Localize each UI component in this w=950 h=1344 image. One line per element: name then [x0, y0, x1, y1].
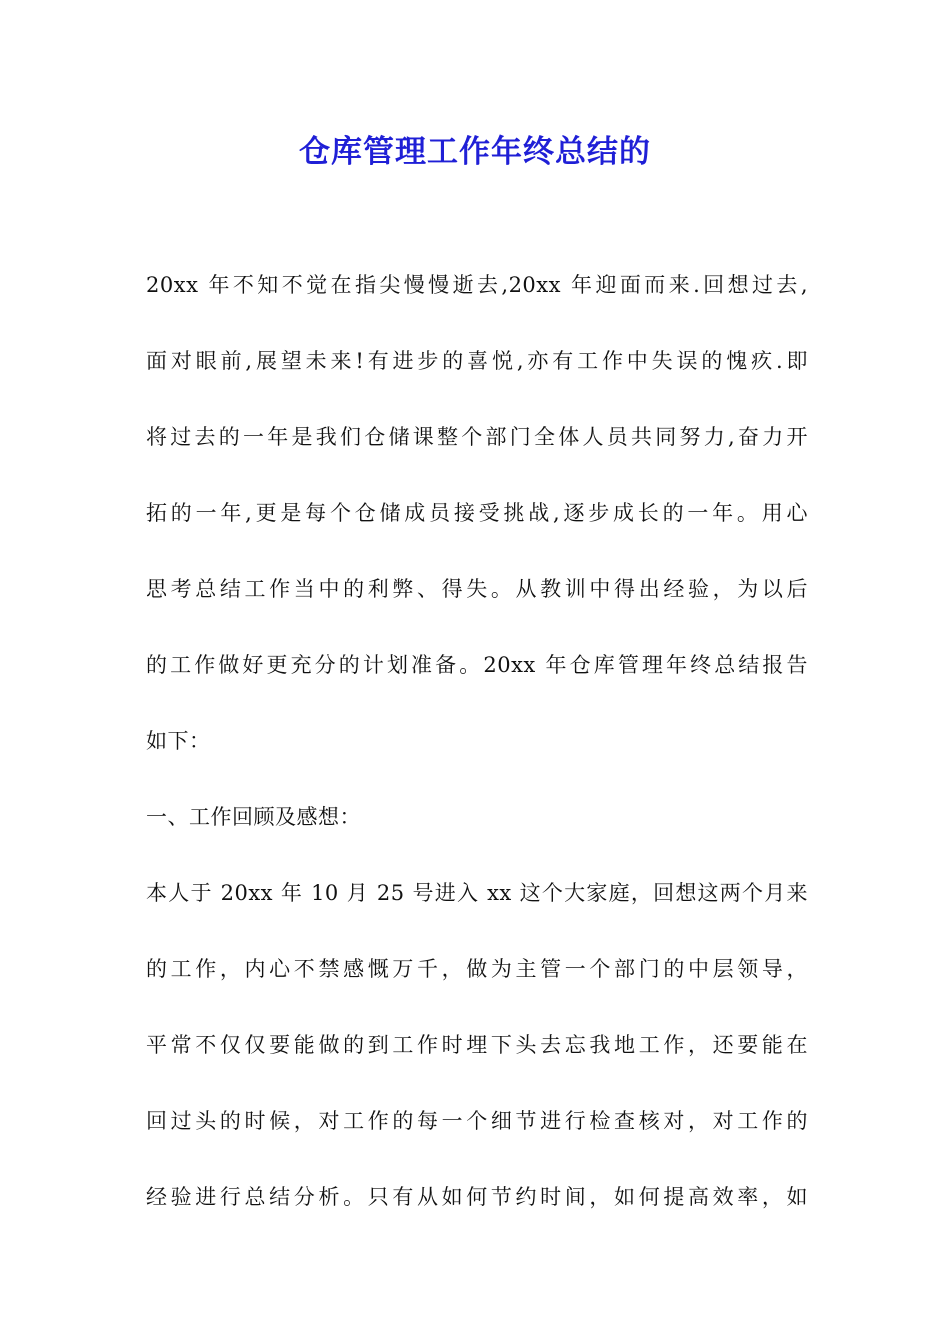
body-line: 20xx 年不知不觉在指尖慢慢逝去,20xx 年迎面而来.回想过去,: [146, 273, 808, 297]
body-line: 思考总结工作当中的利弊、得失。从教训中得出经验，为以后: [146, 577, 808, 601]
body-line: 将过去的一年是我们仓储课整个部门全体人员共同努力,奋力开: [146, 425, 808, 449]
body-line: 面对眼前,展望未来!有进步的喜悦,亦有工作中失误的愧疚.即: [146, 349, 808, 373]
document-title: 仓库管理工作年终总结的: [299, 134, 651, 170]
body-line: 经验进行总结分析。只有从如何节约时间，如何提高效率，如: [146, 1185, 808, 1209]
body-line: 回过头的时候，对工作的每一个细节进行检查核对，对工作的: [146, 1109, 808, 1133]
body-line: 的工作，内心不禁感慨万千，做为主管一个部门的中层领导，: [146, 957, 808, 981]
body-line: 本人于 20xx 年 10 月 25 号进入 xx 这个大家庭，回想这两个月来: [146, 881, 808, 905]
body-line: 的工作做好更充分的计划准备。20xx 年仓库管理年终总结报告: [146, 653, 808, 677]
document-body: [146, 263, 808, 1251]
body-line: 如下：: [146, 729, 211, 753]
body-line: 平常不仅仅要能做的到工作时埋下头去忘我地工作，还要能在: [146, 1033, 808, 1057]
body-line: 拓的一年,更是每个仓储成员接受挑战,逐步成长的一年。用心: [146, 501, 808, 525]
section-heading: 一、工作回顾及感想：: [146, 805, 361, 829]
